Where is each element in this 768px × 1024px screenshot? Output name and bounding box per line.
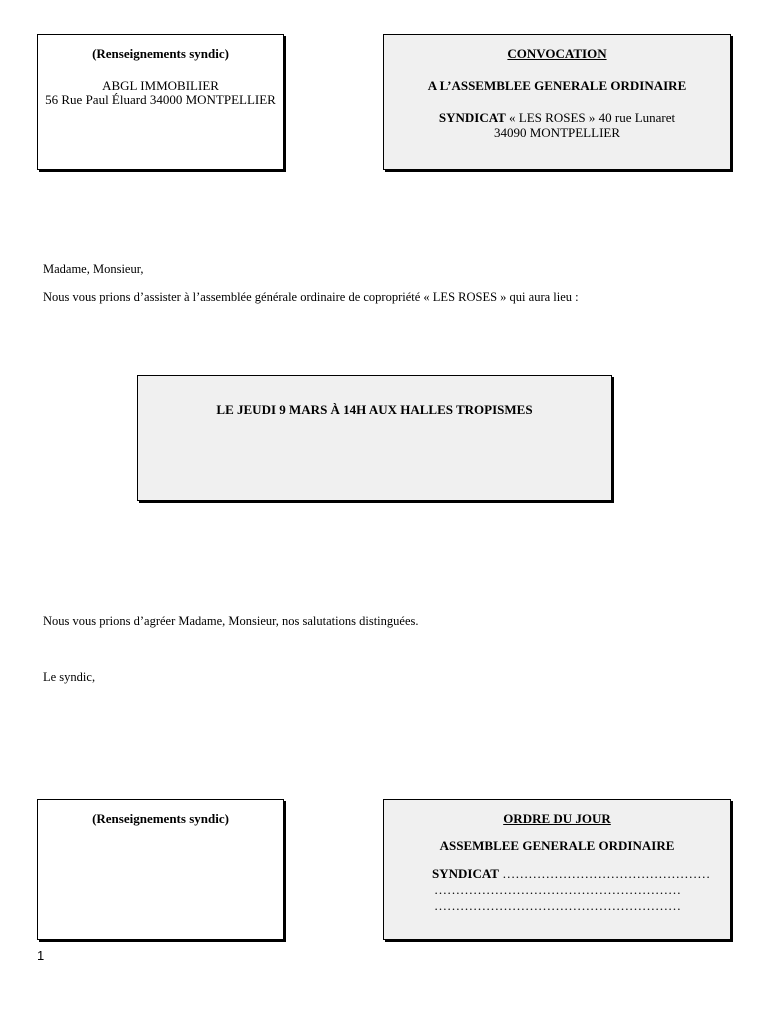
agenda-dots-line-2: ………………………………………………… — [434, 882, 681, 897]
syndic-info-box-bottom — [37, 799, 284, 940]
convocation-syndicat-value: « LES ROSES » 40 rue Lunaret — [509, 110, 676, 125]
convocation-title: CONVOCATION — [507, 46, 607, 61]
syndic-name: ABGL IMMOBILIER — [102, 78, 219, 93]
agenda-box — [383, 799, 731, 940]
agenda-syndicat-line — [432, 866, 730, 882]
meeting-text: LE JEUDI 9 MARS À 14H AUX HALLES TROPISMES — [216, 402, 533, 417]
agenda-title: ORDRE DU JOUR — [503, 811, 611, 826]
convocation-syndicat-label: SYNDICAT — [438, 110, 506, 125]
letter-invitation: Nous vous prions d’assister à l’assemblée générale ordinaire de copropriété « LES ROSES » qui aura lieu : — [43, 290, 579, 304]
page-number: 1 — [37, 948, 45, 963]
syndic-info-heading-bottom: (Renseignements syndic) — [92, 811, 229, 826]
convocation-syndicat-line — [384, 110, 730, 126]
syndic-address: 56 Rue Paul Éluard 34000 MONTPELLIER — [45, 92, 276, 107]
agenda-syndicat-label: SYNDICAT — [432, 866, 499, 881]
meeting-box — [137, 375, 612, 501]
letter-signature: Le syndic, — [43, 670, 96, 684]
syndic-info-box-top — [37, 34, 284, 170]
convocation-city: 34090 MONTPELLIER — [493, 125, 621, 140]
letter-closing: Nous vous prions d’agréer Madame, Monsieur, nos salutations distinguées. — [43, 614, 419, 628]
convocation-subtitle: A L’ASSEMBLEE GENERALE ORDINAIRE — [427, 78, 687, 93]
letter-greeting: Madame, Monsieur, — [43, 262, 144, 276]
agenda-dots-line-3: ………………………………………………… — [434, 898, 681, 913]
agenda-syndicat-dots: ………………………………………… — [502, 866, 711, 881]
syndic-info-heading: (Renseignements syndic) — [92, 46, 229, 61]
agenda-subtitle: ASSEMBLEE GENERALE ORDINAIRE — [439, 838, 675, 853]
convocation-box — [383, 34, 731, 170]
